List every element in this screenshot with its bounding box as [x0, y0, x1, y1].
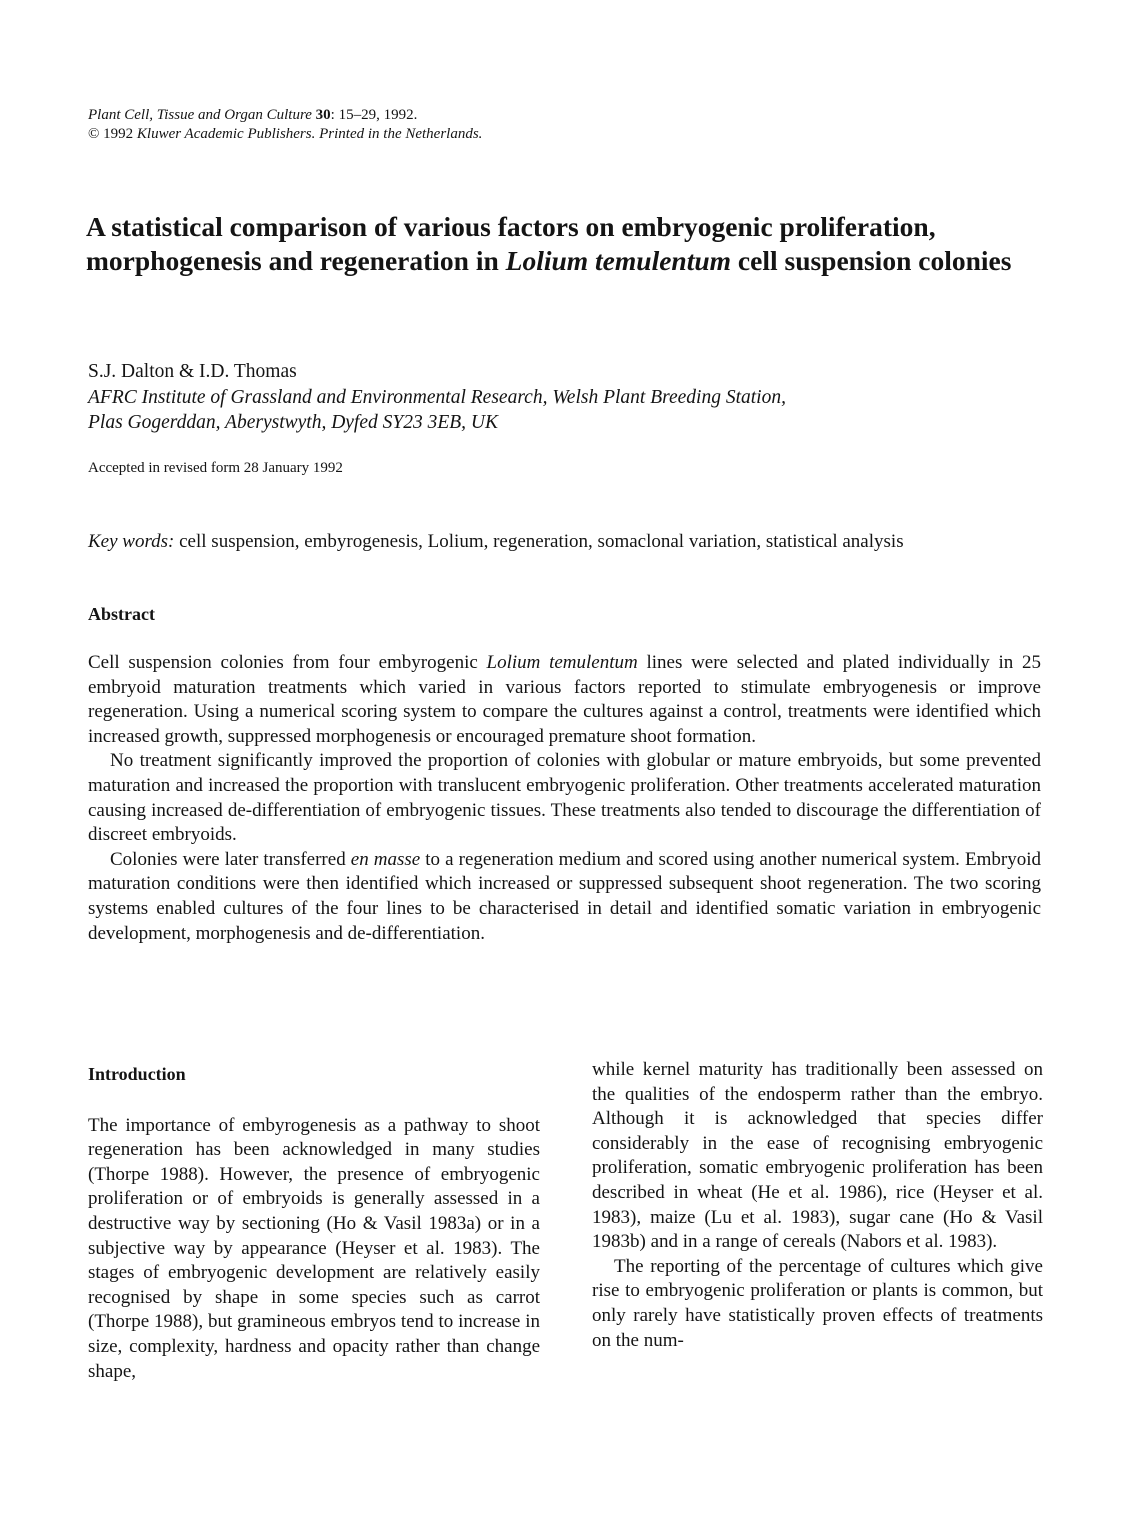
keywords	[88, 529, 1041, 554]
abstract-body	[88, 651, 1041, 946]
affiliation-line-1: AFRC Institute of Grassland and Environmental Research, Welsh Plant Breeding Station,	[88, 387, 786, 408]
abstract-paragraph-1: Cell suspension colonies from four embyrogenic Lolium temulentum lines were selected and plated individually in 25 embryoid maturation treatments which varied in various factors reported to stimulate embryogenesis or improve regeneration. Using a numerical scoring system to compare the cultures against a control, treatments were identified which increased growth, suppressed morphogenesis or encouraged premature shoot formation.	[88, 652, 1041, 747]
accepted-date: Accepted in revised form 28 January 1992	[88, 460, 343, 476]
abstract-heading: Abstract	[88, 604, 155, 624]
copyright-line: © 1992 Kluwer Academic Publishers. Printed in the Netherlands.	[88, 126, 483, 142]
abstract-paragraph-2: No treatment significantly improved the proportion of colonies with globular or mature embryoids, but some prevented maturation and increased the proportion with translucent embryogenic proliferation. Other treatments accelerated maturation causing increased de-differentiation of embryogenic tissues. These treatments also tended to discourage the differentiation of discreet embryoids.	[88, 750, 1041, 846]
keywords-text: cell suspension, embyrogenesis, Lolium, regeneration, somaclonal variation, statistical analysis	[179, 531, 904, 552]
journal-line: Plant Cell, Tissue and Organ Culture 30: 15–29, 1992.	[88, 107, 418, 123]
introduction-paragraph-3: The reporting of the percentage of cultures which give rise to embryogenic proliferation or plants is common, but only rarely have statistically proven effects of treatments on the num-	[592, 1255, 1043, 1351]
introduction-paragraph-2: while kernel maturity has traditionally been assessed on the qualities of the endosperm rather than the embryo. Although it is acknowledged that species differ considerably in the ease of recognising embryogenic proliferation, somatic embryogenic proliferation has been described in wheat (He et al. 1986), rice (Heyser et al. 1983), maize (Lu et al. 1983), sugar cane (Ho & Vasil 1983b) and in a range of cereals (Nabors et al. 1983).	[592, 1059, 1043, 1253]
keywords-label: Key words:	[88, 531, 175, 552]
authors: S.J. Dalton & I.D. Thomas	[88, 361, 297, 382]
paper-title: A statistical comparison of various factors on embryogenic proliferation, morphogenesis and regeneration in Lolium temulentum cell suspension colonies	[86, 211, 1012, 276]
introduction-left-column	[88, 1062, 540, 1384]
affiliation	[88, 385, 786, 435]
introduction-heading: Introduction	[88, 1064, 186, 1084]
introduction-paragraph-1: The importance of embyrogenesis as a pathway to shoot regeneration has been acknowledged in many studies (Thorpe 1988). However, the presence of embryogenic proliferation or of embryoids is generally assessed in a destructive way by sectioning (Ho & Vasil 1983a) or in a subjective way by appearance (Heyser et al. 1983). The stages of embryogenic development are relatively easily recognised by shape in some species such as carrot (Thorpe 1988), but gramineous embryos tend to increase in size, complexity, hardness and opacity rather than change shape,	[88, 1114, 540, 1382]
introduction-right-column	[592, 1058, 1043, 1353]
journal-citation	[88, 106, 482, 144]
abstract-paragraph-3: Colonies were later transferred en masse to a regeneration medium and scored using another numerical system. Embryoid maturation conditions were then identified which increased or suppressed subsequent shoot regeneration. The two scoring systems enabled cultures of the four lines to be characterised in detail and identified somatic variation in embryogenic development, morphogenesis and de-differentiation.	[88, 848, 1041, 944]
affiliation-line-2: Plas Gogerddan, Aberystwyth, Dyfed SY23 3EB, UK	[88, 412, 499, 433]
